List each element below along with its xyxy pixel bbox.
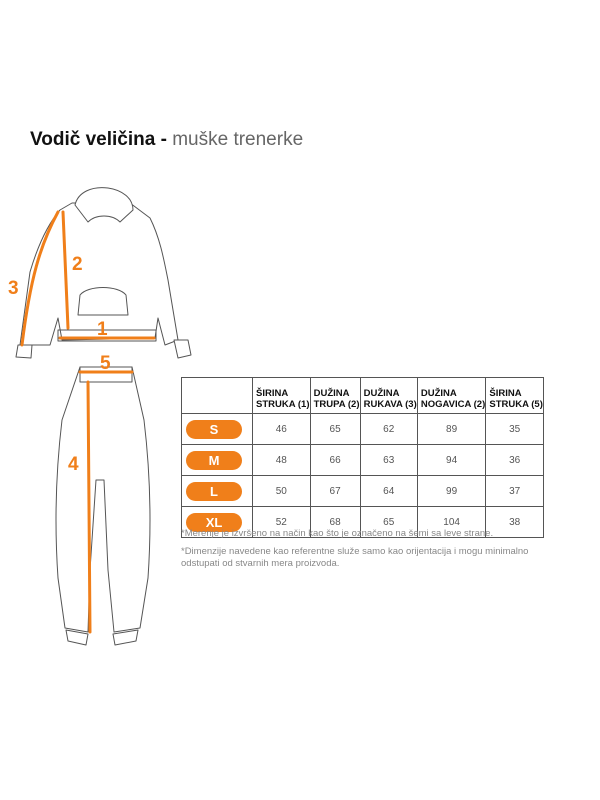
hoodie-right-cuff <box>174 340 191 358</box>
header-waist-width-5 <box>486 378 544 414</box>
header-line: ŠIRINA <box>489 388 522 399</box>
header-line: RUKAVA (3) <box>363 399 417 410</box>
header-leg-length <box>417 378 486 414</box>
size-table-header-row <box>182 378 544 414</box>
size-badge: S <box>186 420 242 439</box>
table-cell: 38 <box>486 507 544 538</box>
table-cell: 65 <box>360 507 417 538</box>
header-sleeve-length <box>360 378 417 414</box>
pants-body <box>56 367 150 632</box>
table-cell: 66 <box>310 445 360 476</box>
size-cell <box>182 445 253 476</box>
header-line: DUŽINA <box>420 388 457 399</box>
table-cell: 94 <box>417 445 486 476</box>
table-cell: 50 <box>253 476 311 507</box>
size-cell <box>182 476 253 507</box>
size-badge: L <box>186 482 242 501</box>
measure-label-3: 3 <box>8 278 19 299</box>
table-cell: 62 <box>360 414 417 445</box>
disclaimer-note: *Dimenzije navedene kao referentne služe samo kao orijentacija i mogu minimalno odstupati od stvarnih mera proizvoda. <box>181 546 529 569</box>
table-cell: 67 <box>310 476 360 507</box>
table-row <box>182 414 544 445</box>
table-cell: 63 <box>360 445 417 476</box>
table-cell: 89 <box>417 414 486 445</box>
measure-label-4: 4 <box>68 454 79 475</box>
pants-left-cuff <box>66 630 88 645</box>
table-cell: 64 <box>360 476 417 507</box>
table-cell: 36 <box>486 445 544 476</box>
table-cell: 65 <box>310 414 360 445</box>
header-line: TRUPA (2) <box>313 399 360 410</box>
table-row <box>182 476 544 507</box>
header-line: DUŽINA <box>313 388 350 399</box>
hoodie-left-cuff <box>16 345 32 358</box>
measure-label-2: 2 <box>72 254 83 275</box>
header-line: ŠIRINA <box>256 388 289 399</box>
header-waist-width-1 <box>253 378 311 414</box>
title-bold: Vodič veličina - <box>30 129 173 150</box>
size-table <box>181 377 544 538</box>
table-cell: 48 <box>253 445 311 476</box>
header-line: DUŽINA <box>363 388 400 399</box>
size-cell <box>182 414 253 445</box>
table-cell: 99 <box>417 476 486 507</box>
pants-drawing <box>56 367 150 645</box>
header-line: NOGAVICA (2) <box>420 399 486 410</box>
pants-right-cuff <box>113 630 138 645</box>
measure-label-1: 1 <box>97 319 108 340</box>
table-cell: 104 <box>417 507 486 538</box>
size-badge: XL <box>186 513 242 532</box>
measure-line-4 <box>88 382 90 632</box>
table-cell: 68 <box>310 507 360 538</box>
measure-label-5: 5 <box>100 353 111 374</box>
measurement-note: *Merenje je izvršeno na način kao što je označeno na šemi sa leve strane. <box>181 528 494 539</box>
size-badge: M <box>186 451 242 470</box>
header-torso-length <box>310 378 360 414</box>
table-cell: 52 <box>253 507 311 538</box>
table-cell: 37 <box>486 476 544 507</box>
size-header-empty <box>182 378 253 414</box>
title-light: muške trenerke <box>172 129 304 150</box>
table-cell: 35 <box>486 414 544 445</box>
header-line: STRUKA (1) <box>256 399 310 410</box>
header-line: STRUKA (5) <box>489 399 543 410</box>
table-cell: 46 <box>253 414 311 445</box>
table-row <box>182 445 544 476</box>
